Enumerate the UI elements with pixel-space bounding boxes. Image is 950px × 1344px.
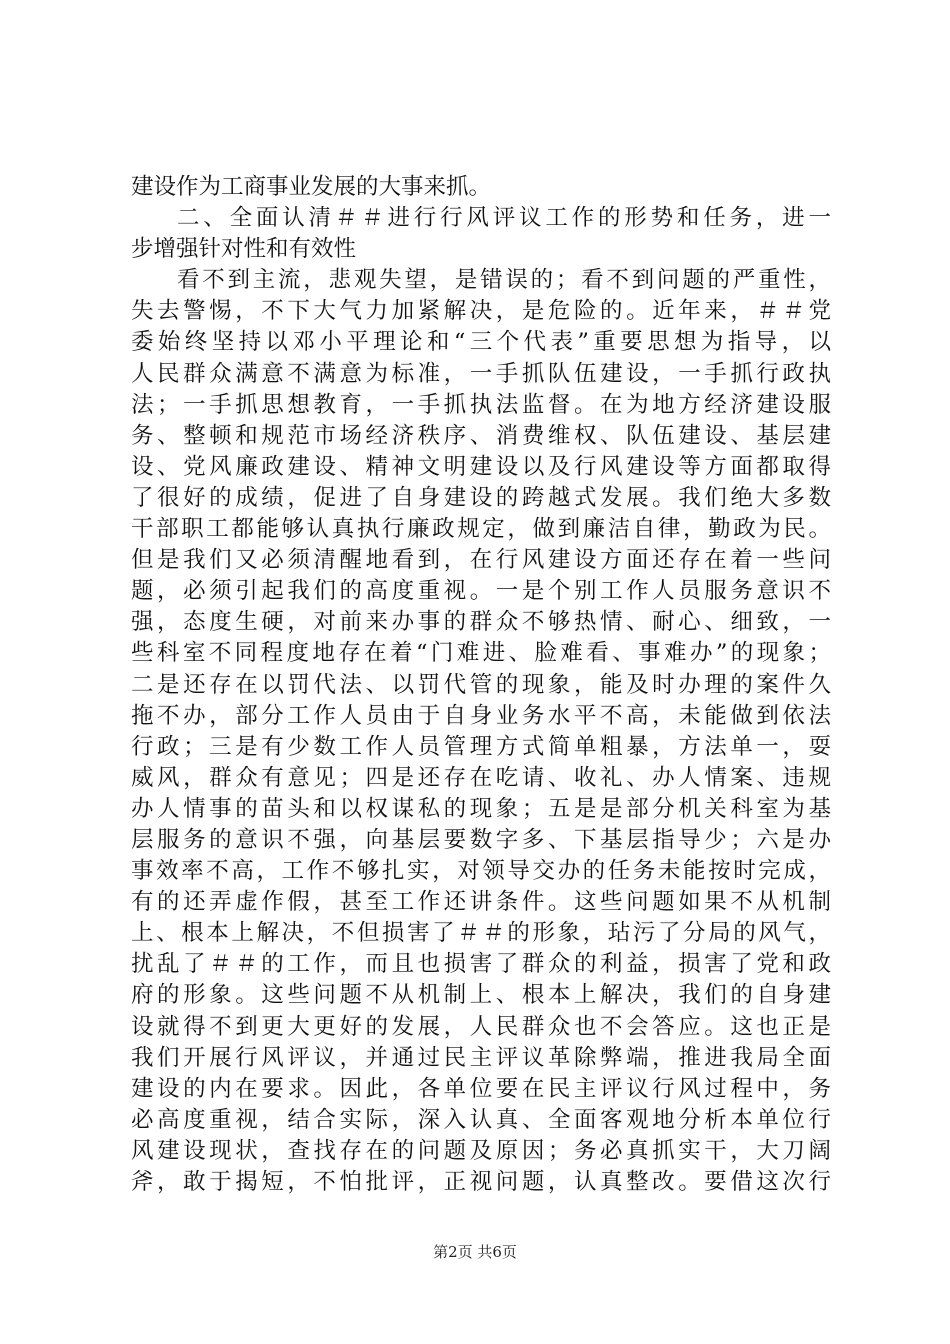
text-line: 扰乱了＃＃的工作，而且也损害了群众的利益，损害了党和政 xyxy=(131,951,831,978)
text-line: 人民群众满意不满意为标准，一手抓队伍建设，一手抓行政执 xyxy=(131,360,831,387)
text-line: 上、根本上解决，不但损害了＃＃的形象，玷污了分局的风气， xyxy=(131,920,831,947)
text-line: 看不到主流，悲观失望，是错误的；看不到问题的严重性， xyxy=(177,267,831,294)
text-line: 行政；三是有少数工作人员管理方式简单粗暴，方法单一，耍 xyxy=(131,733,831,760)
text-line: 强，态度生硬，对前来办事的群众不够热情、耐心、细致，一 xyxy=(131,609,831,636)
text-line: 干部职工都能够认真执行廉政规定，做到廉洁自律，勤政为民。 xyxy=(131,516,831,543)
text-line: 斧，敢于揭短，不怕批评，正视问题，认真整改。要借这次行 xyxy=(131,1169,831,1195)
text-line: 二是还存在以罚代法、以罚代管的现象，能及时办理的案件久 xyxy=(131,671,831,698)
text-line: 拖不办，部分工作人员由于自身业务水平不高，未能做到依法 xyxy=(131,702,831,729)
text-line: 但是我们又必须清醒地看到，在行风建设方面还存在着一些问 xyxy=(131,547,831,574)
text-line: 建设作为工商事业发展的大事来抓。 xyxy=(131,174,492,200)
text-line: 威风，群众有意见；四是还存在吃请、收礼、办人情案、违规 xyxy=(131,764,831,791)
text-line: 二、全面认清＃＃进行行风评议工作的形势和任务，进一 xyxy=(177,205,831,232)
text-line: 步增强针对性和有效性 xyxy=(131,236,357,263)
page-footer: 第2页 共6页 xyxy=(433,1243,517,1261)
text-line: 设就得不到更大更好的发展，人民群众也不会答应。这也正是 xyxy=(131,1013,831,1040)
text-line: 事效率不高，工作不够扎实，对领导交办的任务未能按时完成， xyxy=(131,858,831,885)
text-line: 府的形象。这些问题不从机制上、根本上解决，我们的自身建 xyxy=(131,982,831,1009)
text-line: 些科室不同程度地存在着“门难进、脸难看、事难办”的现象； xyxy=(131,640,831,667)
text-line: 层服务的意识不强，向基层要数字多、下基层指导少；六是办 xyxy=(131,826,831,853)
text-line: 务、整顿和规范市场经济秩序、消费维权、队伍建设、基层建 xyxy=(131,422,831,449)
text-line: 了很好的成绩，促进了自身建设的跨越式发展。我们绝大多数 xyxy=(131,484,831,511)
text-line: 风建设现状，查找存在的问题及原因；务必真抓实干，大刀阔 xyxy=(131,1137,831,1164)
text-line: 办人情事的苗头和以权谋私的现象；五是是部分机关科室为基 xyxy=(131,795,831,822)
text-line: 必高度重视，结合实际，深入认真、全面客观地分析本单位行 xyxy=(131,1106,831,1133)
text-line: 委始终坚持以邓小平理论和“三个代表”重要思想为指导，以 xyxy=(131,329,831,356)
text-line: 失去警惕，不下大气力加紧解决，是危险的。近年来，＃＃党 xyxy=(131,298,831,325)
text-line: 设、党风廉政建设、精神文明建设以及行风建设等方面都取得 xyxy=(131,453,831,480)
text-line: 题，必须引起我们的高度重视。一是个别工作人员服务意识不 xyxy=(131,578,831,605)
text-line: 我们开展行风评议，并通过民主评议革除弊端，推进我局全面 xyxy=(131,1044,831,1071)
text-line: 建设的内在要求。因此，各单位要在民主评议行风过程中，务 xyxy=(131,1075,831,1102)
document-body xyxy=(131,172,831,1198)
text-line: 法；一手抓思想教育，一手抓执法监督。在为地方经济建设服 xyxy=(131,391,831,418)
text-line: 有的还弄虚作假，甚至工作还讲条件。这些问题如果不从机制 xyxy=(131,889,831,916)
